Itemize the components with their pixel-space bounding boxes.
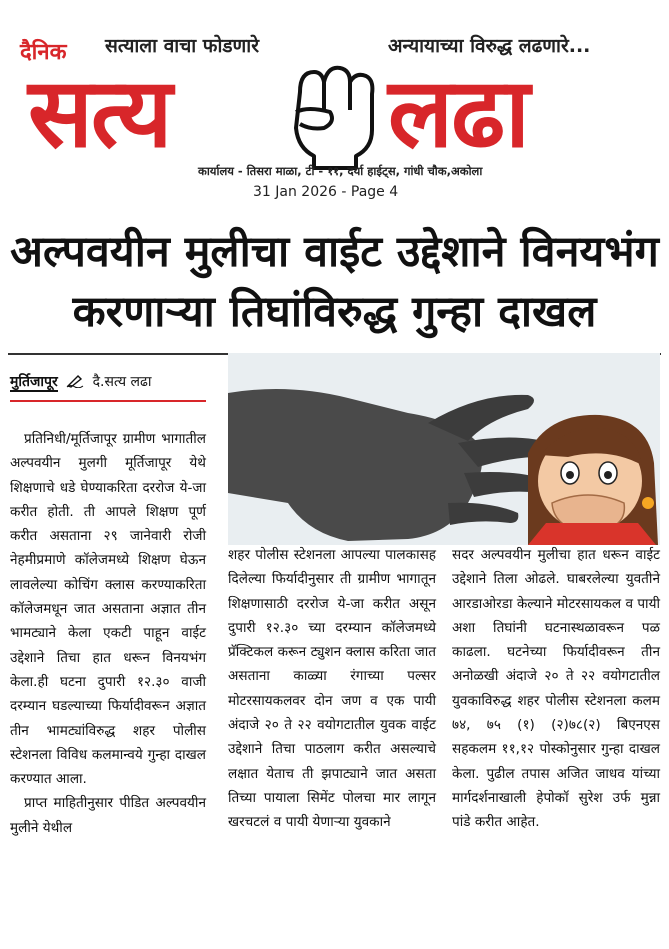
- tagline-left: सत्याला वाचा फोडणारे: [105, 35, 259, 57]
- masthead-prefix: दैनिक: [20, 40, 67, 65]
- date-page: 31 Jan 2026 - Page 4: [253, 184, 399, 200]
- column-1-paragraph-1: प्रतिनिधी/मूर्तिजापूर ग्रामीण भागातील अल्पवयीन मुलगी मूर्तिजापूर येथे शिक्षणाचे धडे घेण्याकरिता दररोज ये-जा करीत होती. ती आपले शिक्षण पूर्ण करीत असताना २९ जानेवारी रोजी नेहमीप्रमाणे कॉलेजमध्ये शिक्षण घेऊन लावलेल्या कोचिंग क्लास करण्याकरिता कॉलेजमधून जात असताना अज्ञात तीन भामट्याने केला एकटी पाहून वाईट उद्देशाने तिचा हात धरून विनयभंग केला.ही घटना दुपारी १२.३० वाजी दरम्यान घडल्याच्या फिर्यादीवरून अज्ञात तीन भामट्यांविरुद्ध शहर पोलीस स्टेशनला विविध कलमान्वये गुन्हा दाखल करण्यात आला.: [10, 431, 206, 788]
- article-column-2: [228, 543, 436, 835]
- article-illustration: [228, 353, 660, 545]
- column-2-text: शहर पोलीस स्टेशनला आपल्या पालकासह दिलेल्या फिर्यादीनुसार ती ग्रामीण भागातून शिक्षणासाठी दररोज ये-जा करीत असून दुपारी १२.३० च्या दरम्यान कॉलेजमध्ये प्रॅक्टिकल करून ट्युशन क्लास करिता जात असताना काळ्या रंगाच्या पल्सर मोटरसायकलवर दोन जण व एक पायी अंदाजे २० ते २२ वयोगटातील युवक वाईट उद्देशाने तिचा पाठलाग करीत असल्याचे लक्षात येताच ती झपाट्याने जात असता तिच्या पायाला सिमेंट पोलचा मार लागून खरचटलं व पायी येणाऱ्या युवकाने: [228, 547, 436, 831]
- article-column-1: [10, 427, 206, 840]
- tagline-right: अन्यायाच्या विरुद्ध लढणारे...: [388, 35, 591, 57]
- pen-writing-icon: [66, 374, 84, 388]
- newspaper-title-part2: लढा: [388, 57, 528, 169]
- newspaper-title-part1: सत्य: [28, 57, 171, 169]
- article-column-3: [452, 543, 660, 835]
- byline-underline: [10, 400, 206, 402]
- office-address: कार्यालय - तिसरा माळा, टी - ११, दर्या हाईट्स, गांधी चौक,अकोला: [198, 164, 483, 178]
- headline-line-2: करणाऱ्या तिघांविरुद्ध गुन्हा दाखल: [72, 287, 597, 337]
- column-1-paragraph-2: प्राप्त माहितीनुसार पीडित अल्पवयीन मुलीने येथील: [10, 795, 206, 836]
- raised-fist-icon: [278, 52, 390, 170]
- column-3-text: सदर अल्पवयीन मुलीचा हात धरून वाईट उद्देशाने तिला ओढले. घाबरलेल्या युवतीने आरडाओरडा केल्याने मोटरसायकल व पायी अशा तिघांनी घटनास्थळावरून पळ काढला. घटनेच्या फिर्यादीवरून तीन अनोळखी अंदाजे २० ते २२ वयोगटातील युवकाविरुद्ध शहर पोलीस स्टेशनला कलम ७४, ७५ (१) (२)७८(२) बिएनएस सहकलम ११,१२ पोस्कोनुसार गुन्हा दाखल केला. पुढील तपास अजित जाधव यांच्या मार्गदर्शनाखाली हेपोकॉ सुरेश उर्फ मुन्ना पांडे करीत आहेत.: [452, 547, 660, 831]
- scared-girl-illustration: [528, 415, 658, 545]
- byline-place: मुर्तिजापूर: [10, 374, 58, 390]
- byline: [10, 372, 206, 398]
- article-headline: [0, 222, 669, 342]
- masthead: [0, 0, 669, 210]
- headline-line-1: अल्पवयीन मुलीचा वाईट उद्देशाने विनयभंग: [10, 227, 659, 277]
- byline-source: दै.सत्य लढा: [92, 374, 152, 390]
